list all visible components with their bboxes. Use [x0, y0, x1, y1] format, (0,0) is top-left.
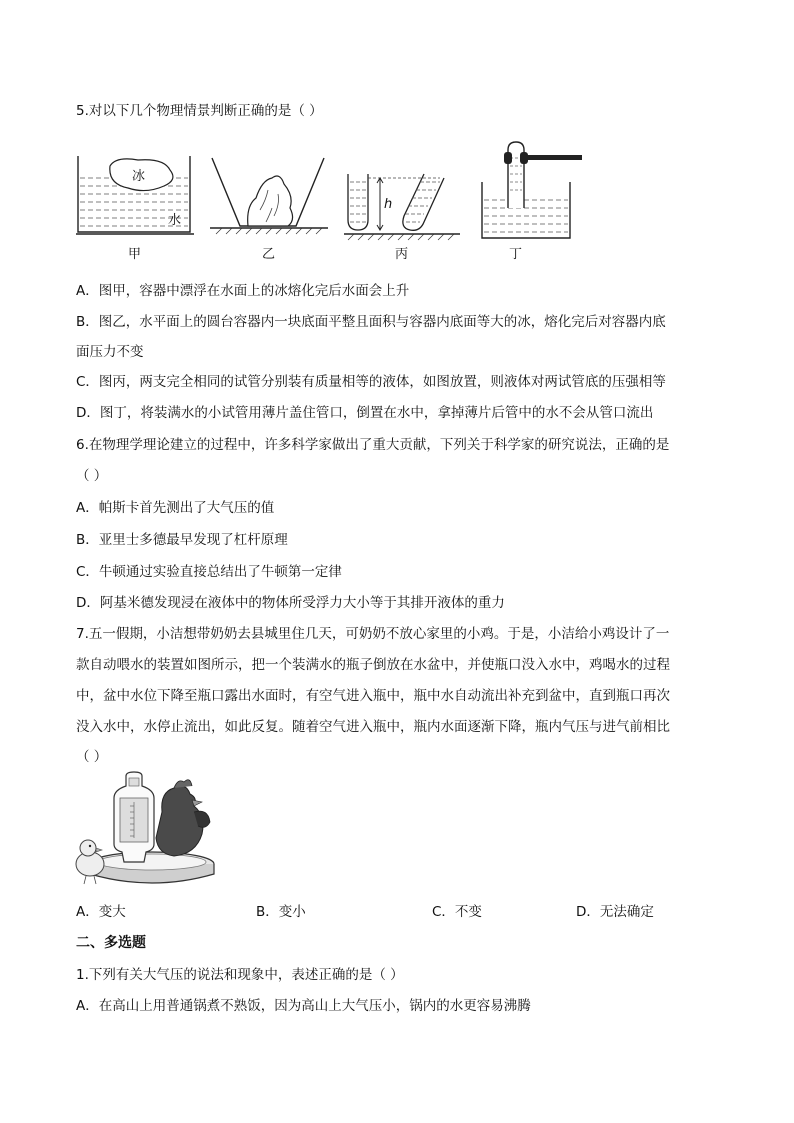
section-heading: 二、多选题: [76, 935, 146, 951]
figure-jia: [76, 150, 196, 240]
q7-line-1: 7.五一假期，小洁想带奶奶去县城里住几天，可奶奶不放心家里的小鸡。于是，小洁给小鸡设计了一: [76, 626, 670, 642]
caption-bing: 丙: [395, 247, 409, 262]
q7-line-4: 没入水中，水停止流出，如此反复。随着空气进入瓶中，瓶内水面逐渐下降，瓶内气压与进气前相比: [76, 719, 670, 735]
figure-bing: [344, 150, 464, 240]
figure-ding: [478, 138, 588, 238]
caption-yi: 乙: [262, 247, 276, 262]
figure-yi: [210, 150, 330, 240]
q6-option-b: B．亚里士多德最早发现了杠杆原理: [76, 532, 288, 548]
figure-chicken-waterer: [74, 772, 214, 892]
q5-stem: 5.对以下几个物理情景判断正确的是（ ）: [76, 103, 323, 119]
q7-line-3: 中，盆中水位下降至瓶口露出水面时，有空气进入瓶中，瓶中水自动流出补充到盆中，直到瓶口再次: [76, 688, 670, 704]
q7-line-5: （ ）: [76, 749, 108, 765]
q5-option-d: D．图丁，将装满水的小试管用薄片盖住管口，倒置在水中，拿掉薄片后管中的水不会从管口流出: [76, 405, 654, 421]
q6-option-c: C．牛顿通过实验直接总结出了牛顿第一定律: [76, 564, 342, 580]
water-label: 水: [168, 213, 182, 228]
caption-ding: 丁: [509, 247, 523, 262]
q7-line-2: 款自动喂水的装置如图所示，把一个装满水的瓶子倒放在水盆中，并使瓶口没入水中，鸡喝水的过程: [76, 657, 670, 673]
q5-option-c: C．图丙，两支完全相同的试管分别装有质量相等的液体，如图放置，则液体对两试管底的压强相等: [76, 374, 666, 390]
caption-jia: 甲: [128, 247, 142, 262]
q6-paren: （ ）: [76, 468, 108, 484]
ice-label: 冰: [132, 169, 146, 184]
q6-stem: 6.在物理学理论建立的过程中，许多科学家做出了重大贡献，下列关于科学家的研究说法，正确的是: [76, 437, 670, 453]
q7-option-a: A．变大: [76, 904, 126, 920]
q6-option-d: D．阿基米德发现浸在液体中的物体所受浮力大小等于其排开液体的重力: [76, 595, 505, 611]
height-label: h: [384, 197, 393, 212]
q5-option-b-cont: 面压力不变: [76, 344, 144, 360]
s2-q1-stem: 1.下列有关大气压的说法和现象中，表述正确的是（ ）: [76, 967, 404, 983]
q6-option-a: A．帕斯卡首先测出了大气压的值: [76, 500, 275, 516]
q7-option-d: D．无法确定: [576, 904, 654, 920]
s2-q1-option-a: A．在高山上用普通锅煮不熟饭，因为高山上大气压小，锅内的水更容易沸腾: [76, 998, 531, 1014]
q7-option-b: B．变小: [256, 904, 306, 920]
q7-option-c: C．不变: [432, 904, 482, 920]
q5-option-b: B．图乙，水平面上的圆台容器内一块底面平整且面积与容器内底面等大的冰，熔化完后对容器内底: [76, 314, 666, 330]
q5-option-a: A．图甲，容器中漂浮在水面上的冰熔化完后水面会上升: [76, 283, 410, 299]
